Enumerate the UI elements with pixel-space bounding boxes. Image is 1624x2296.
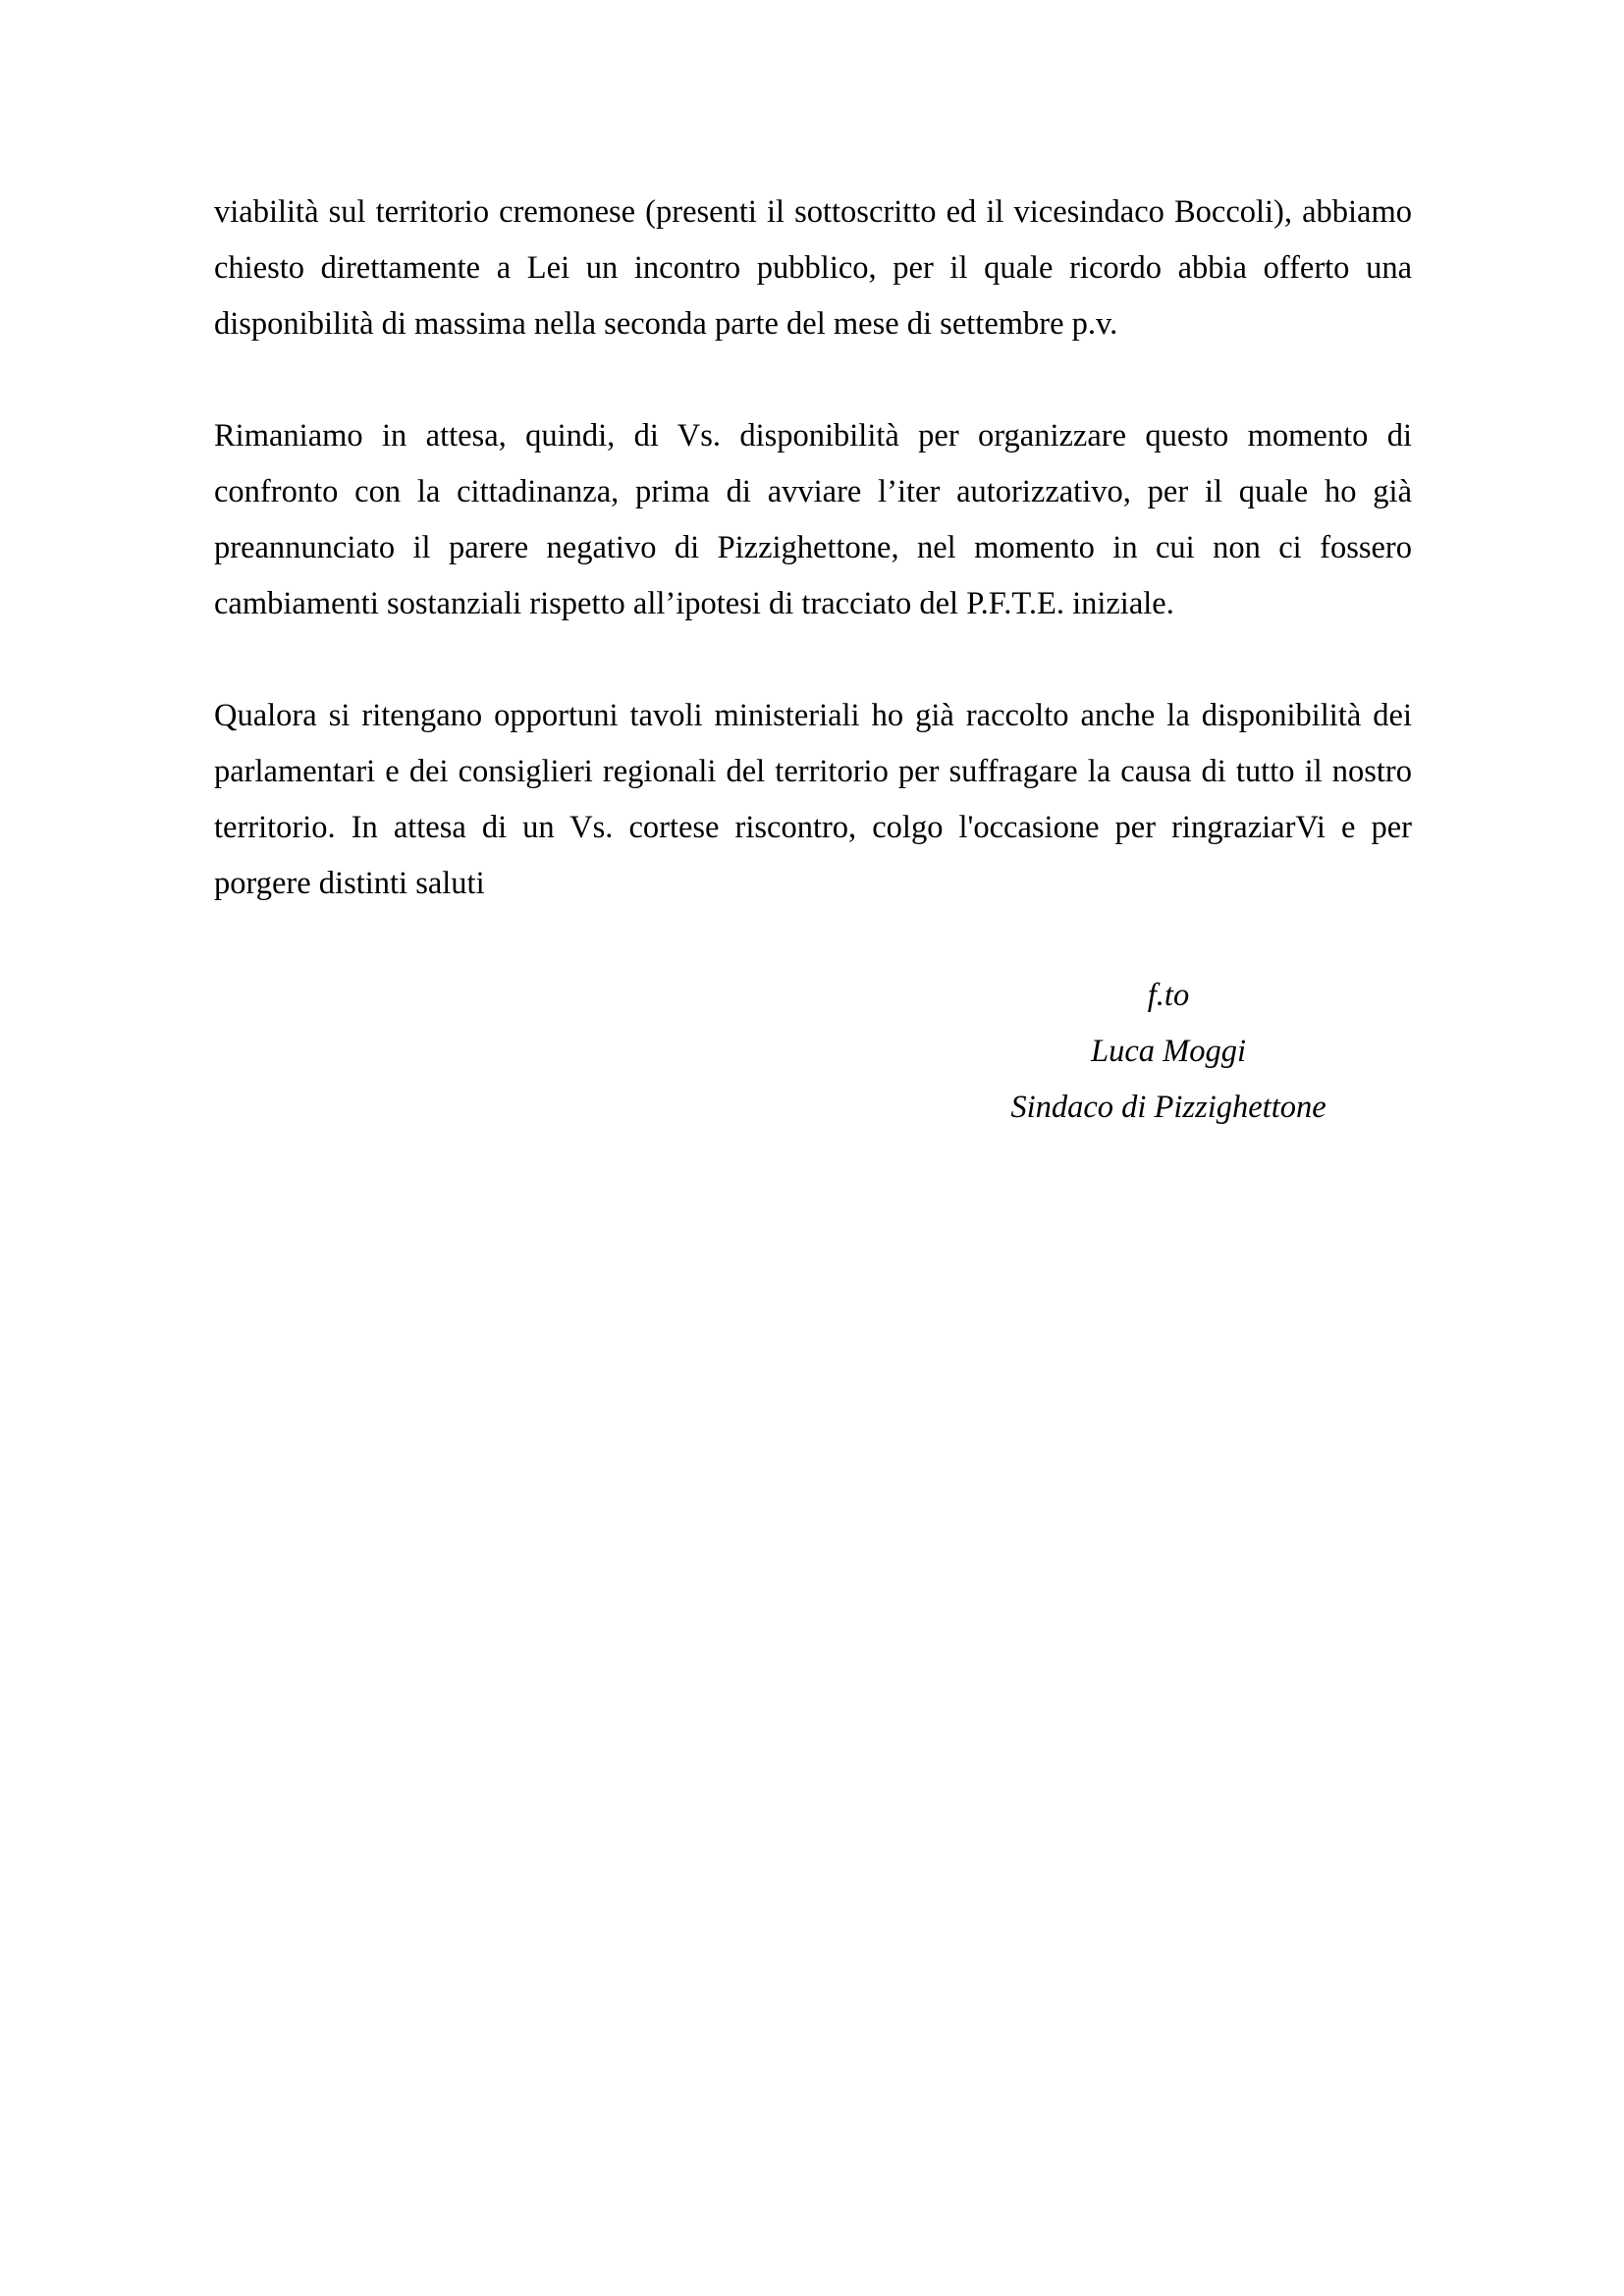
letter-line: disponibilità di massima nella seconda parte del mese di settembre p.v. (214, 306, 1118, 342)
signature-title: Sindaco di Pizzighettone (1010, 1090, 1326, 1125)
letter-line: confronto con la cittadinanza, prima di avviare l’iter autorizzativo, per il quale ho già (214, 474, 1412, 509)
letter-line: porgere distinti saluti (214, 866, 485, 901)
letter-line: preannunciato il parere negativo di Pizzighettone, nel momento in cui non ci fossero (214, 530, 1412, 565)
letter-line: Rimaniamo in attesa, quindi, di Vs. disponibilità per organizzare questo momento di (214, 418, 1412, 454)
letter-line: chiesto direttamente a Lei un incontro pubblico, per il quale ricordo abbia offerto una (214, 250, 1412, 286)
letter-line: cambiamenti sostanziali rispetto all’ipotesi di tracciato del P.F.T.E. iniziale. (214, 586, 1174, 621)
letter-line: Qualora si ritengano opportuni tavoli ministeriali ho già raccolto anche la disponibilità dei (214, 698, 1412, 733)
letter-body (214, 185, 1412, 1136)
paragraph-1 (214, 185, 1412, 352)
signature-block (952, 968, 1384, 1136)
signature-name: Luca Moggi (1091, 1034, 1246, 1069)
letter-line: parlamentari e dei consiglieri regionali del territorio per suffragare la causa di tutto il nostro (214, 754, 1412, 789)
signature-signed-abbreviation: f.to (1147, 978, 1190, 1013)
paragraph-3 (214, 688, 1412, 912)
letter-line: viabilità sul territorio cremonese (presenti il sottoscritto ed il vicesindaco Boccoli), abbiamo (214, 194, 1412, 230)
paragraph-2 (214, 408, 1412, 632)
letter-line: territorio. In attesa di un Vs. cortese riscontro, colgo l'occasione per ringraziarVi e per (214, 810, 1412, 845)
